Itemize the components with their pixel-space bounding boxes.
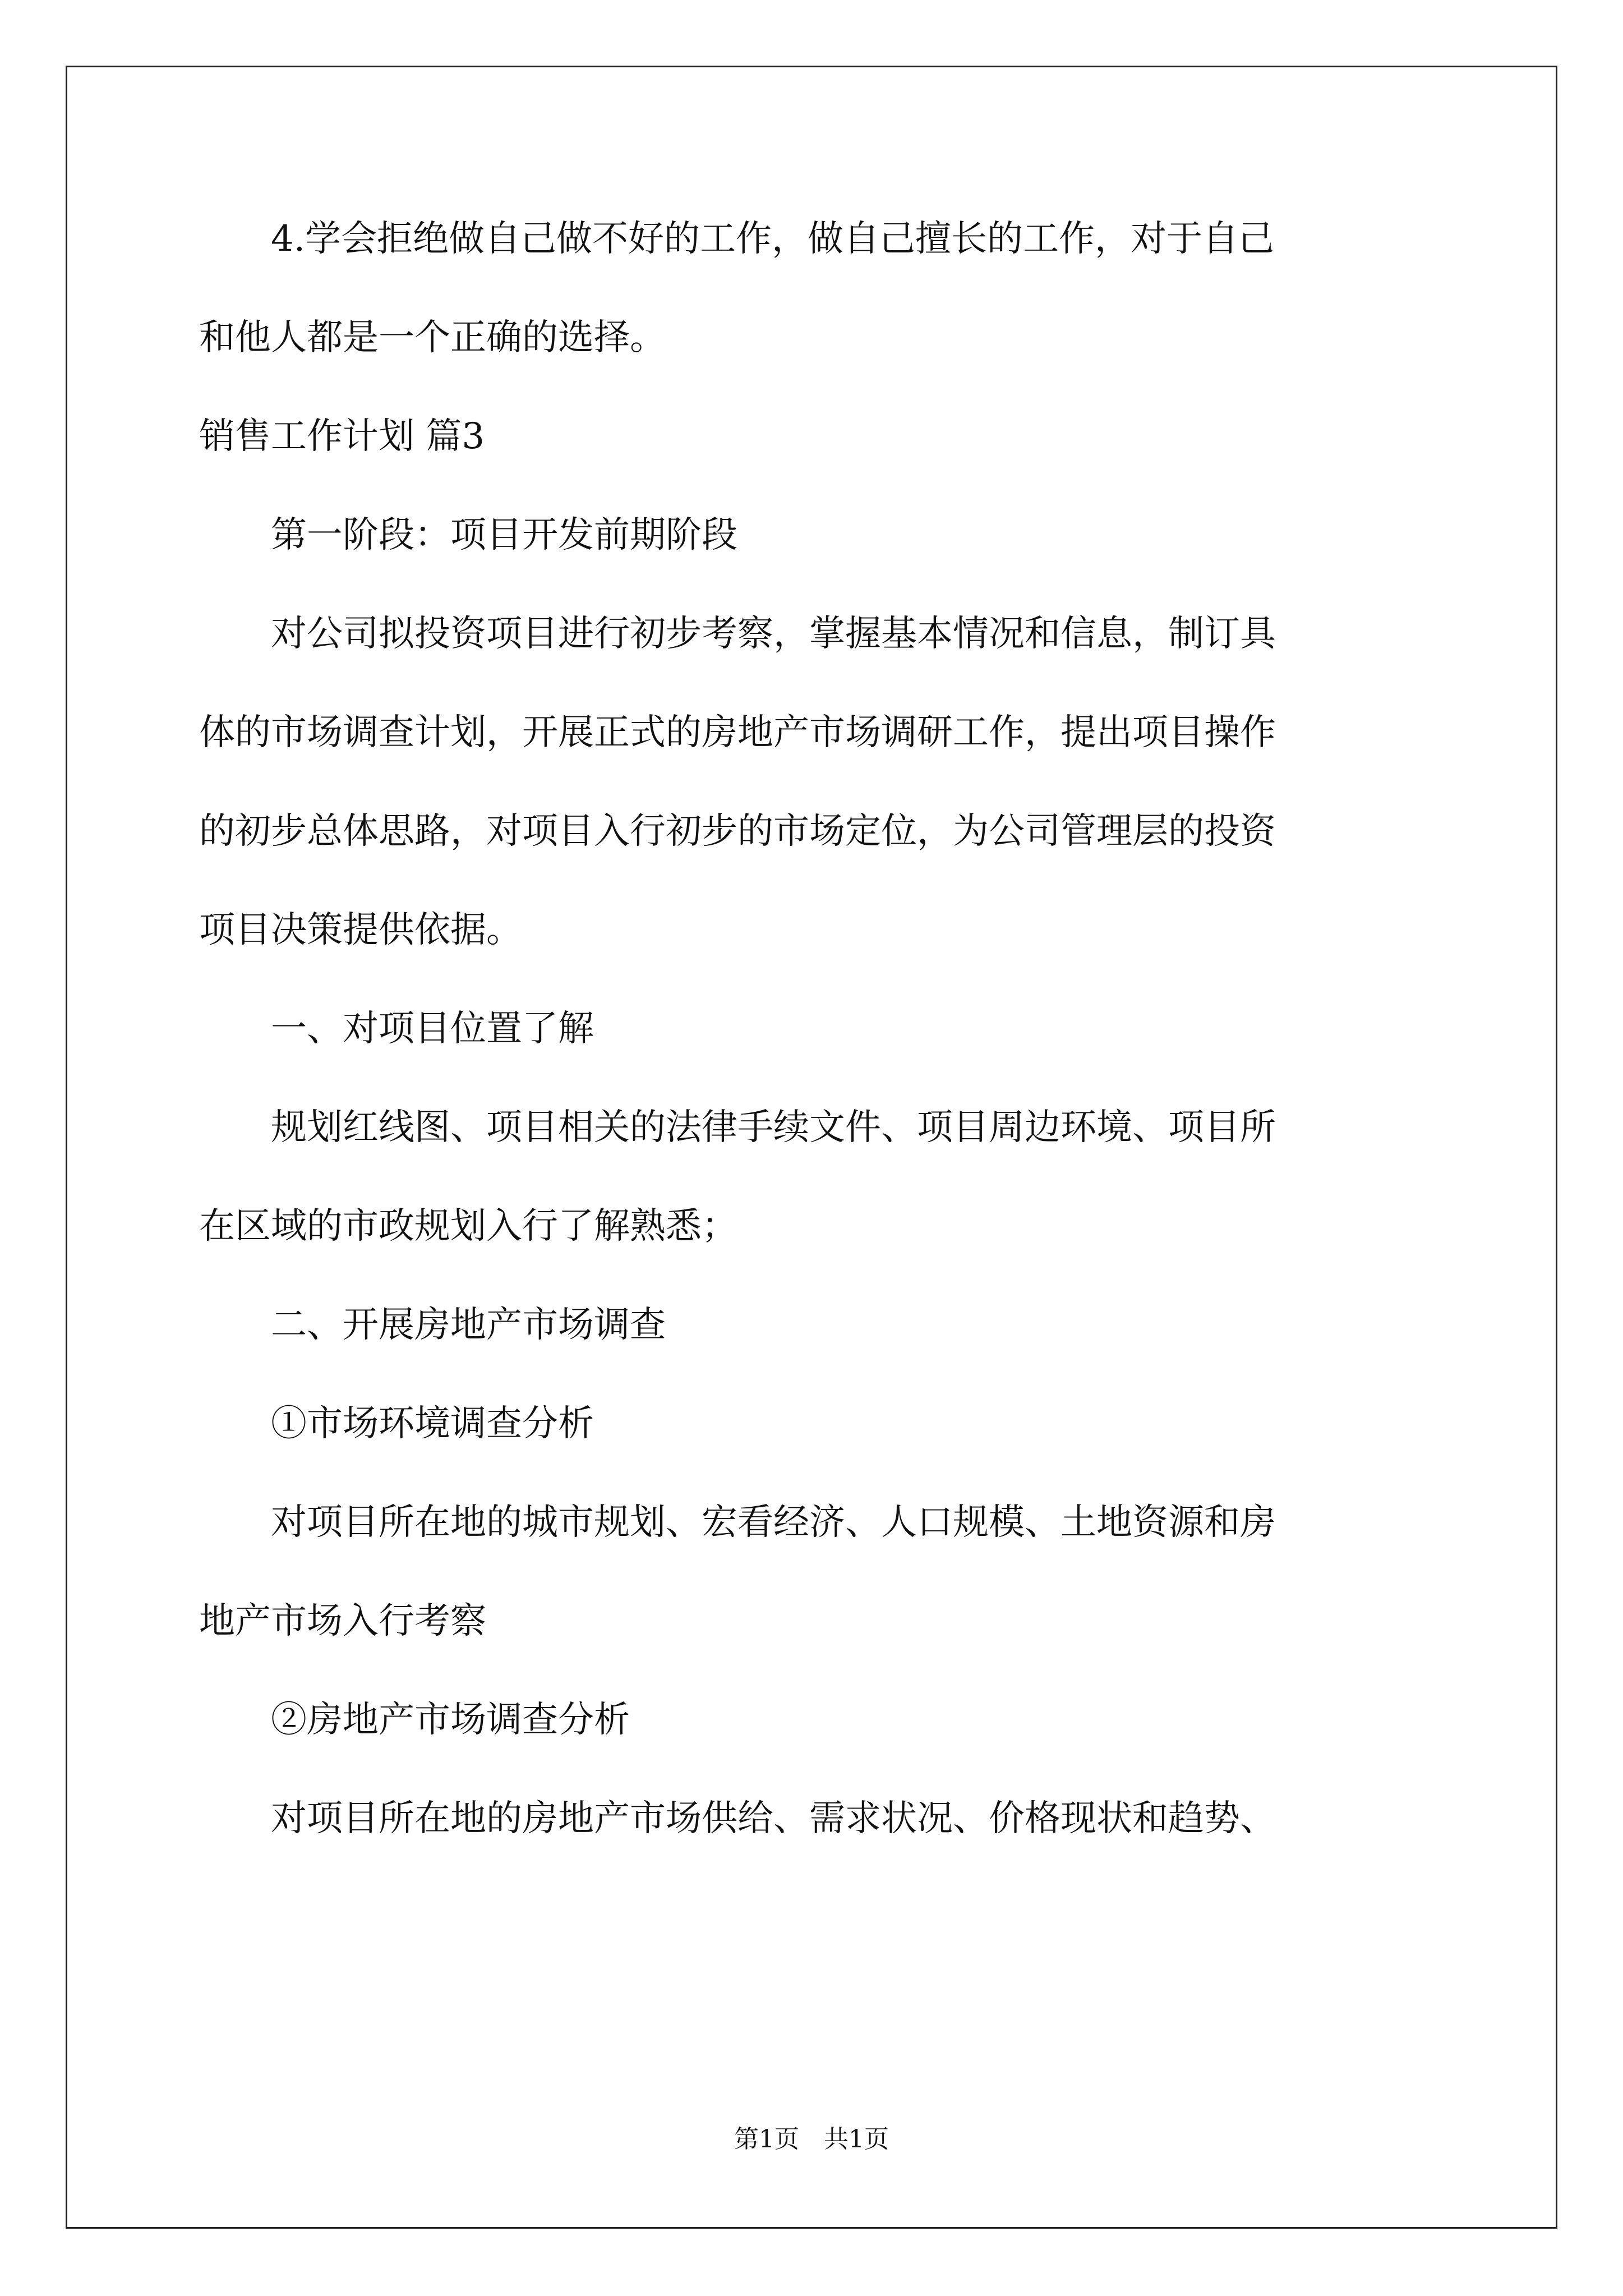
- text-line: ②房地产市场调查分析: [199, 1699, 630, 1741]
- text-line: 项目决策提供依据。: [199, 909, 522, 951]
- text-line: 二、开展房地产市场调查: [199, 1304, 666, 1346]
- text-line: 地产市场入行考察: [199, 1600, 486, 1642]
- text-line: ①市场环境调查分析: [199, 1403, 594, 1444]
- text-line: 的初步总体思路，对项目入行初步的市场定位，为公司管理层的投资: [199, 811, 1276, 852]
- text-line: 4.学会拒绝做自己做不好的工作，做自己擅长的工作，对于自己: [199, 218, 1275, 260]
- text-line: 规划红线图、项目相关的法律手续文件、项目周边环境、项目所: [199, 1107, 1276, 1148]
- text-line: 对公司拟投资项目进行初步考察，掌握基本情况和信息，制订具: [199, 613, 1276, 655]
- text-line: 和他人都是一个正确的选择。: [199, 317, 666, 358]
- text-line: 在区域的市政规划入行了解熟悉；: [199, 1205, 737, 1247]
- text-line: 对项目所在地的房地产市场供给、需求状况、价格现状和趋势、: [199, 1798, 1276, 1839]
- page-number-footer: 第1页 共1页: [734, 2125, 889, 2154]
- text-line: 体的市场调查计划，开展正式的房地产市场调研工作，提出项目操作: [199, 712, 1276, 753]
- text-line: 第一阶段：项目开发前期阶段: [199, 514, 737, 556]
- section-heading: 销售工作计划 篇3: [199, 416, 485, 457]
- text-line: 一、对项目位置了解: [199, 1008, 594, 1050]
- text-line: 对项目所在地的城市规划、宏看经济、人口规模、土地资源和房: [199, 1502, 1276, 1543]
